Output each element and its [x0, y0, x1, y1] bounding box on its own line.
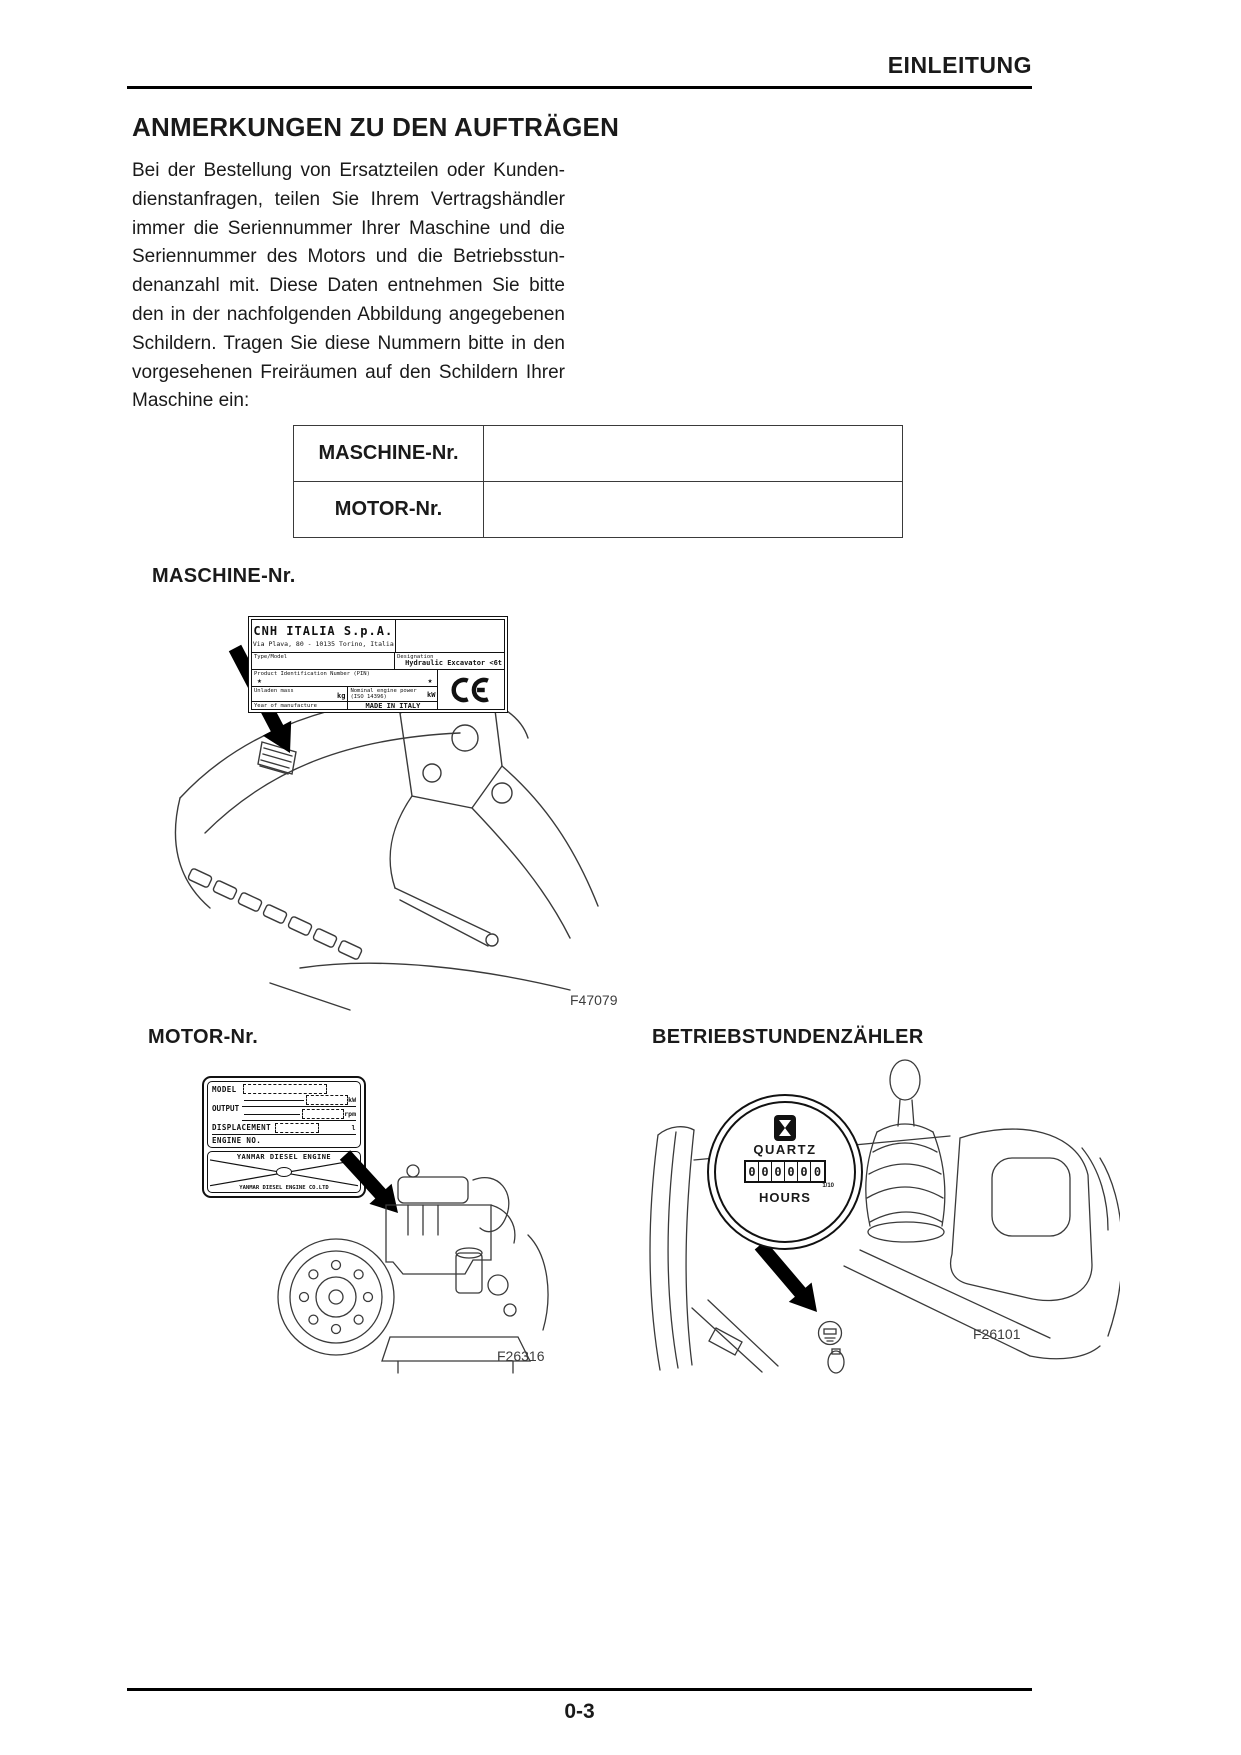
star-icon: ★	[257, 675, 262, 685]
plate-mass-label: Unladen mass	[254, 687, 294, 694]
hourmeter-console-icon	[819, 1322, 842, 1345]
page-header: EINLEITUNG	[887, 52, 1032, 78]
paragraph-line: Bei der Bestellung von Ersatzteilen oder Kunden-	[132, 160, 565, 181]
engine-displacement-label: DISPLACEMENT	[212, 1123, 271, 1133]
tenth-hour-note: 1/10	[822, 1183, 834, 1189]
engine-drawing	[248, 1085, 573, 1377]
hour-counter	[744, 1160, 826, 1183]
header-rule	[127, 86, 1032, 89]
page-number: 0-3	[564, 1700, 595, 1723]
paragraph-line: denanzahl mit. Diese Daten entnehmen Sie bitte	[132, 275, 565, 297]
counter-digit: 0	[746, 1162, 759, 1181]
ce-mark-icon	[450, 676, 492, 704]
motor-figure-heading: MOTOR-Nr.	[148, 1026, 259, 1048]
paragraph-line: Schildern. Tragen Sie diese Nummern bitte in den	[132, 332, 565, 354]
gauge-brand: QUARTZ	[753, 1142, 817, 1157]
motor-number-label: MOTOR-Nr.	[294, 482, 484, 538]
joystick	[866, 1060, 945, 1242]
output-kw-unit: kW	[348, 1096, 356, 1105]
switch-icon	[828, 1349, 844, 1373]
serial-number-table	[293, 425, 903, 538]
engine-output-label: OUTPUT	[212, 1103, 240, 1113]
counter-digit: 0	[772, 1162, 785, 1181]
plate-pin-label: Product Identification Number (PIN)	[254, 670, 370, 677]
table-row	[294, 426, 903, 482]
intro-paragraph	[132, 157, 565, 416]
gauge-unit: HOURS	[759, 1190, 811, 1205]
hourmeter-figure-heading: BETRIEBSTUNDENZÄHLER	[652, 1026, 924, 1048]
plate-blank-cell	[396, 620, 504, 652]
counter-digit: 0	[785, 1162, 798, 1181]
plate-mass-unit: kg	[337, 691, 346, 700]
engine-brand: YANMAR DIESEL ENGINE	[236, 1153, 332, 1162]
plate-power-unit: kW	[427, 690, 436, 699]
cab-interior-drawing	[630, 1040, 1120, 1375]
machine-number-blank	[484, 426, 903, 482]
engine-no-label: ENGINE NO.	[212, 1136, 262, 1146]
figure-code: F47079	[570, 992, 618, 1008]
counter-digit: 0	[798, 1162, 811, 1181]
serial-plate-on-frame	[258, 742, 296, 774]
figure-code: F26316	[497, 1348, 545, 1364]
counter-digit: 0	[813, 1164, 822, 1179]
plate-power-label: Nominal engine power	[350, 687, 417, 694]
paragraph-line: dienstanfragen, teilen Sie Ihrem Vertragshändler	[132, 188, 565, 210]
machine-figure-heading: MASCHINE-Nr.	[152, 565, 296, 587]
figure-code: F26101	[973, 1326, 1021, 1342]
plate-made-in: MADE IN ITALY	[365, 701, 421, 710]
plate-year-label: Year of manufacture	[252, 702, 348, 710]
table-row	[294, 482, 903, 538]
flywheel-bolts	[300, 1261, 373, 1334]
hourglass-icon	[774, 1115, 796, 1141]
plate-power-note: (ISO 14396)	[350, 693, 387, 700]
plate-type-model: Type/Model	[252, 653, 395, 669]
footer-rule	[127, 1688, 1032, 1691]
engine-model-label: MODEL	[212, 1084, 237, 1094]
cnh-serial-plate	[248, 616, 508, 713]
motor-number-blank	[484, 482, 903, 538]
paragraph-line: Seriennummer des Motors und die Betriebsstun-	[132, 246, 565, 268]
paragraph-line: den in der nachfolgenden Abbildung angegebenen	[132, 303, 565, 325]
machine-number-label: MASCHINE-Nr.	[294, 426, 484, 482]
hour-meter-gauge	[707, 1094, 863, 1250]
paragraph-line: vorgesehenen Freiräumen auf den Schildern Ihrer	[132, 361, 565, 383]
paragraph-line: Maschine ein:	[132, 390, 250, 412]
paragraph-line: immer die Seriennummer Ihrer Maschine und die	[132, 217, 565, 239]
star-icon: ★	[427, 675, 433, 685]
engine-manufacturer: YANMAR DIESEL ENGINE CO.LTD	[239, 1185, 329, 1191]
pointer-arrow	[340, 1150, 398, 1213]
plate-designation-label: Designation	[397, 654, 434, 660]
plate-address: Via Plava, 80 - 10135 Torino, Italia	[252, 640, 394, 648]
track-pads	[187, 868, 362, 960]
plate-company: CNH ITALIA S.p.A.	[253, 624, 394, 638]
displacement-unit: l	[351, 1123, 356, 1132]
counter-digit: 0	[759, 1162, 772, 1181]
output-rpm-unit: rpm	[344, 1110, 356, 1119]
section-title: ANMERKUNGEN ZU DEN AUFTRÄGEN	[132, 112, 620, 142]
pointer-arrow	[755, 1241, 817, 1313]
plate-designation-value: Hydraulic Excavator <6t	[405, 659, 502, 668]
